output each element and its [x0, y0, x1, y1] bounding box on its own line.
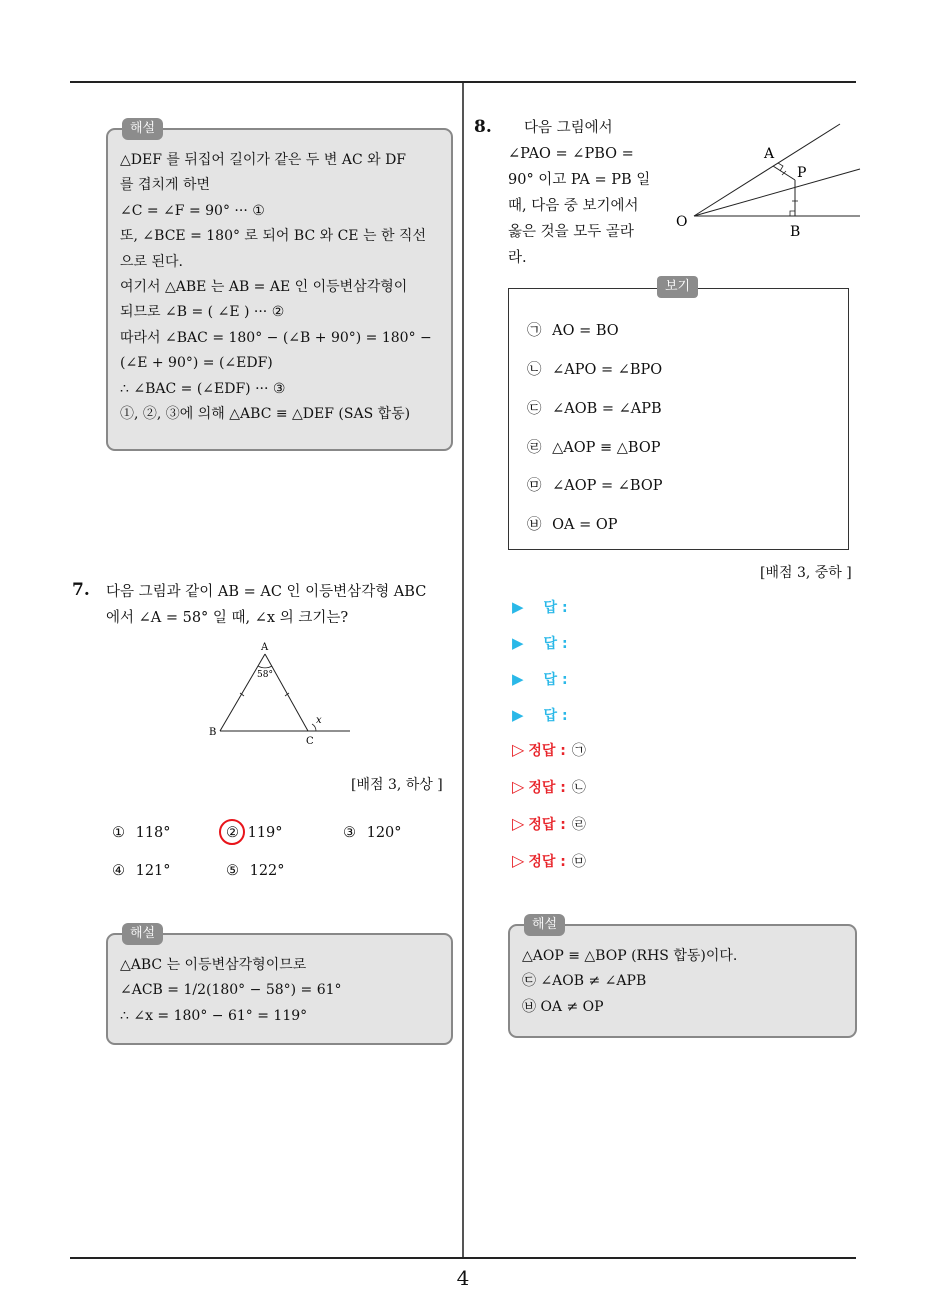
bogi-item	[527, 319, 619, 340]
question-8-number: 8.	[474, 117, 492, 137]
option-number: ③	[343, 825, 356, 841]
option-number: ⑤	[226, 863, 239, 879]
answer-label: 답 :	[543, 636, 568, 652]
vertex-a-label: A	[261, 642, 269, 653]
solution-line: △AOP ≡ △BOP (RHS 합동)이다.	[522, 948, 738, 964]
solution-tag: 해설	[122, 923, 163, 945]
bogi-text: ∠AOP = ∠BOP	[552, 478, 663, 494]
solution-8-box	[508, 917, 857, 1038]
solution-line: ㉢ ∠AOB ≠ ∠APB	[522, 973, 647, 990]
question-line: 다음 그림에서	[524, 120, 613, 136]
answer-row[interactable]	[512, 597, 568, 617]
solution-line: (∠E + 90°) = (∠EDF)	[120, 355, 273, 372]
question-8-score: [배점 3, 중하 ]	[760, 565, 852, 581]
question-line: 에서 ∠A = 58° 일 때, ∠x 의 크기는?	[106, 610, 349, 626]
solution-line: △ABC 는 이등변삼각형이므로	[120, 957, 307, 973]
play-triangle-icon: ▶	[512, 598, 524, 616]
question-8-text	[508, 115, 650, 271]
answer-key-row	[512, 740, 586, 760]
outline-triangle-icon: ▷	[512, 777, 525, 796]
solution-tag: 해설	[524, 914, 565, 936]
bogi-text: △AOP ≡ △BOP	[552, 440, 661, 456]
solution-lines	[120, 953, 441, 1029]
solution-line: 를 겹치게 하면	[120, 177, 211, 194]
solution-line: 여기서 △ABE 는 AB = AE 인 이등변삼각형이	[120, 279, 408, 296]
key-value: ㉣	[571, 817, 586, 833]
bogi-mark: ㉤	[527, 478, 542, 494]
answer-row[interactable]	[512, 669, 568, 689]
solution-line: ∠ACB = 1/2(180° − 58°) = 61°	[120, 982, 342, 999]
key-label: 정답 :	[528, 854, 566, 870]
solution-line: 따라서 ∠BAC = 180° − (∠B + 90°) = 180° −	[120, 329, 432, 346]
key-value: ㉠	[571, 743, 586, 759]
angle-bisector-figure	[672, 118, 862, 243]
key-label: 정답 :	[528, 743, 566, 759]
bogi-item	[527, 436, 660, 457]
angle-x-label: x	[316, 715, 322, 726]
answer-row[interactable]	[512, 705, 568, 725]
question-7-score: [배점 3, 하상 ]	[351, 777, 443, 793]
answer-row[interactable]	[512, 633, 568, 653]
solution-7-box	[106, 926, 453, 1045]
key-value: ㉤	[571, 854, 586, 870]
bogi-text: AO = BO	[552, 323, 619, 339]
prev-solution-box	[106, 121, 453, 451]
bogi-text: ∠APO = ∠BPO	[552, 362, 663, 378]
bogi-mark: ㉢	[527, 401, 542, 417]
outline-triangle-icon: ▷	[512, 740, 525, 759]
solution-line: ①, ②, ③에 의해 △ABC ≡ △DEF (SAS 합동)	[120, 406, 411, 423]
outline-triangle-icon: ▷	[512, 814, 525, 833]
play-triangle-icon: ▶	[512, 706, 524, 724]
solution-line: 으로 된다.	[120, 253, 183, 270]
page-number: 4	[456, 1266, 470, 1290]
vertex-c-label: C	[306, 736, 314, 747]
key-label: 정답 :	[528, 780, 566, 796]
option-text: 121°	[135, 863, 171, 879]
answer-label: 답 :	[543, 672, 568, 688]
bogi-item	[527, 513, 617, 534]
play-triangle-icon: ▶	[512, 634, 524, 652]
solution-line: △DEF 를 뒤집어 길이가 같은 두 변 AC 와 DF	[120, 152, 407, 168]
bogi-mark: ㉡	[527, 362, 542, 378]
solution-line: ∴ ∠BAC = (∠EDF) ··· ③	[120, 380, 286, 397]
option-number: ②	[226, 825, 239, 841]
play-triangle-icon: ▶	[512, 670, 524, 688]
question-7-number: 7.	[72, 580, 90, 600]
answer-label: 답 :	[543, 708, 568, 724]
outline-triangle-icon: ▷	[512, 851, 525, 870]
question-line: 옳은 것을 모두 골라	[508, 224, 634, 240]
key-value: ㉡	[571, 780, 586, 796]
option-3[interactable]	[343, 825, 402, 841]
answer-mark-circle	[219, 819, 245, 845]
option-4[interactable]	[112, 863, 171, 879]
option-5[interactable]	[226, 863, 285, 879]
bogi-text: OA = OP	[552, 517, 618, 533]
solution-line: 되므로 ∠B = ( ∠E ) ··· ②	[120, 304, 285, 321]
question-line: 다음 그림과 같이 AB = AC 인 이등변삼각형 ABC	[106, 584, 427, 600]
option-text: 122°	[249, 863, 285, 879]
triangle-figure	[200, 638, 360, 750]
column-divider	[462, 83, 464, 1258]
bogi-item	[527, 474, 662, 495]
question-line: 라.	[508, 250, 527, 266]
point-p-label: P	[797, 165, 807, 181]
solution-line: ∴ ∠x = 180° − 61° = 119°	[120, 1007, 308, 1024]
vertex-b-label: B	[209, 727, 217, 738]
key-label: 정답 :	[528, 817, 566, 833]
answer-label: 답 :	[543, 600, 568, 616]
answer-key-row	[512, 777, 586, 797]
question-line: 때, 다음 중 보기에서	[508, 198, 639, 214]
solution-line: 또, ∠BCE = 180° 로 되어 BC 와 CE 는 한 직선	[120, 228, 426, 245]
solution-lines	[120, 148, 441, 427]
answer-key-row	[512, 851, 586, 871]
option-text: 119°	[247, 825, 283, 841]
solution-lines	[522, 944, 845, 1020]
answer-key-row	[512, 814, 586, 834]
option-1[interactable]	[112, 825, 171, 841]
point-b-label: B	[790, 224, 801, 240]
bogi-text: ∠AOB = ∠APB	[552, 401, 662, 417]
solution-line: ㉥ OA ≠ OP	[522, 998, 604, 1015]
bogi-item	[527, 397, 662, 418]
bogi-item	[527, 358, 662, 379]
option-text: 120°	[366, 825, 402, 841]
bogi-tag: 보기	[657, 276, 698, 298]
bogi-mark: ㉣	[527, 440, 542, 456]
question-7-text	[106, 579, 426, 631]
solution-line: ∠C = ∠F = 90° ··· ①	[120, 202, 265, 219]
point-o-label: O	[676, 214, 688, 230]
bogi-mark: ㉠	[527, 323, 542, 339]
option-number: ④	[112, 863, 125, 879]
solution-tag: 해설	[122, 118, 163, 140]
bottom-rule	[70, 1257, 856, 1259]
point-a-label: A	[764, 146, 775, 162]
option-text: 118°	[135, 825, 171, 841]
option-number: ①	[112, 825, 125, 841]
bogi-mark: ㉥	[527, 517, 542, 533]
angle-a-label: 58°	[257, 670, 273, 680]
question-line: ∠PAO = ∠PBO =	[508, 146, 634, 162]
question-line: 90° 이고 PA = PB 일	[508, 172, 651, 188]
